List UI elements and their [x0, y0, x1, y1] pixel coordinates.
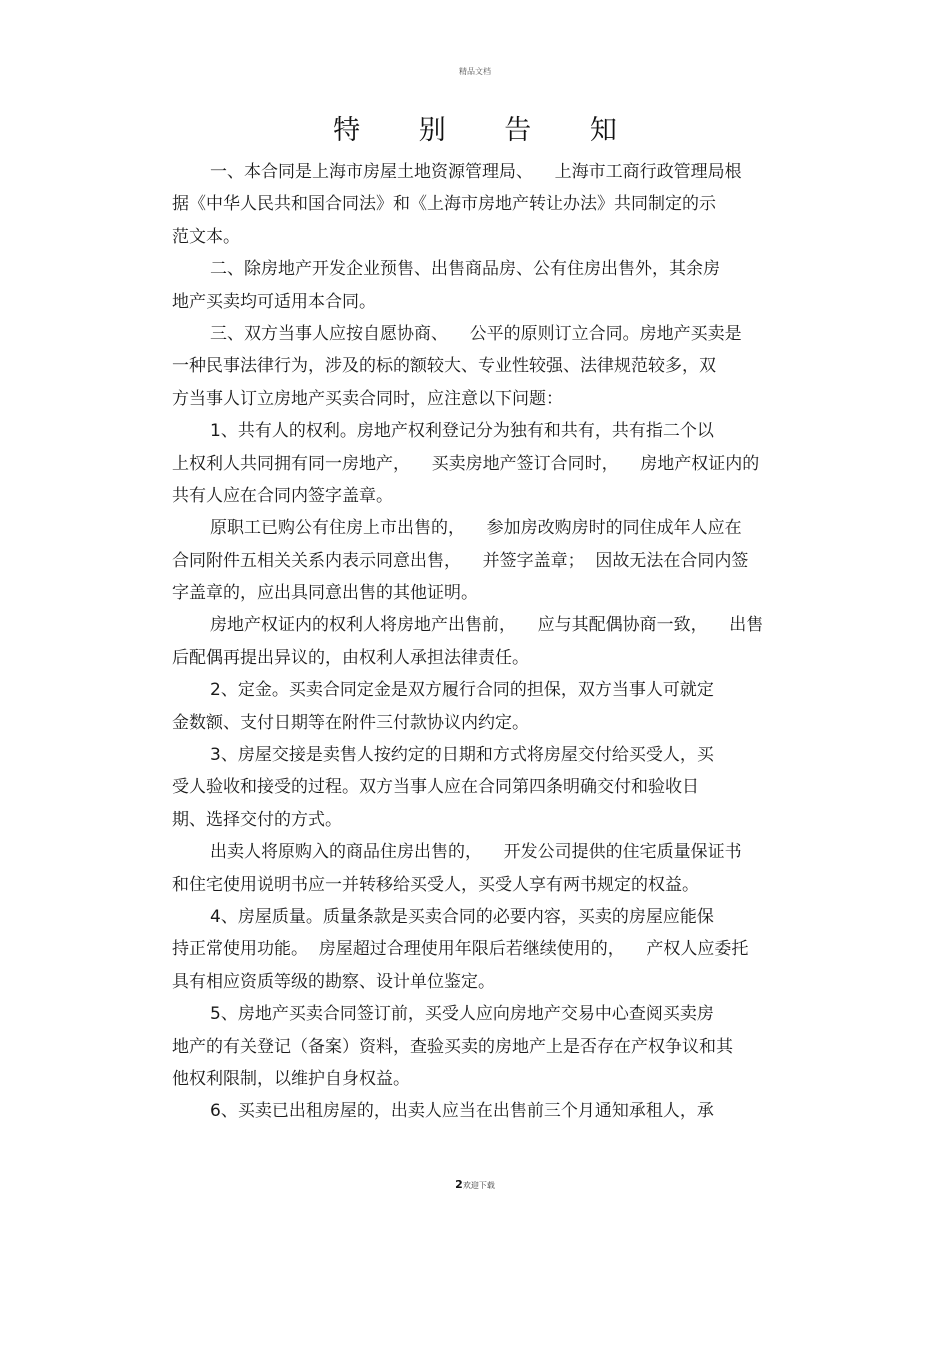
- text-line: 原职工已购公有住房上市出售的， 参加房改购房时的同住成年人应在: [210, 518, 742, 539]
- text-line: 4、房屋质量。质量条款是买卖合同的必要内容，买卖的房屋应能保: [210, 906, 714, 927]
- text-line: 1、共有人的权利。房地产权利登记分为独有和共有，共有指二个以: [210, 421, 714, 442]
- text-line: 和住宅使用说明书应一并转移给买受人，买受人享有两书规定的权益。: [172, 874, 699, 895]
- text-line: 5、房地产买卖合同签订前，买受人应向房地产交易中心查阅买卖房: [210, 1004, 714, 1025]
- text-line: 他权利限制，以维护自身权益。: [172, 1068, 410, 1089]
- text-line: 具有相应资质等级的勘察、设计单位鉴定。: [172, 971, 495, 992]
- footer-note: 欢迎下载: [462, 1181, 495, 1190]
- page-number: 2: [455, 1178, 463, 1191]
- header-note: 精品文档: [459, 67, 491, 76]
- text-line: 受人验收和接受的过程。双方当事人应在合同第四条明确交付和验收日: [172, 777, 699, 798]
- text-line: 范文本。: [172, 226, 240, 247]
- text-line: 地产买卖均可适用本合同。: [172, 291, 376, 312]
- text-line: 金数额、支付日期等在附件三付款协议内约定。: [172, 712, 529, 733]
- text-line: 三、双方当事人应按自愿协商、 公平的原则订立合同。房地产买卖是: [210, 323, 742, 344]
- text-line: 据《中华人民共和国合同法》和《上海市房地产转让办法》共同制定的示: [172, 194, 716, 215]
- text-line: 字盖章的，应出具同意出售的其他证明。: [172, 583, 478, 604]
- page-title: 特 别 告 知: [333, 115, 642, 146]
- text-line: 期、选择交付的方式。: [172, 809, 342, 830]
- text-line: 一、本合同是上海市房屋土地资源管理局、 上海市工商行政管理局根: [210, 162, 742, 182]
- text-line: 持正常使用功能。 房屋超过合理使用年限后若继续使用的， 产权人应委托: [172, 939, 749, 960]
- text-line: 6、买卖已出租房屋的，出卖人应当在出售前三个月通知承租人，承: [210, 1101, 714, 1122]
- notice-body: [172, 156, 782, 1128]
- text-line: 共有人应在合同内签字盖章。: [172, 485, 393, 506]
- text-line: 方当事人订立房地产买卖合同时，应注意以下问题：: [172, 388, 563, 409]
- text-line: 后配偶再提出异议的，由权利人承担法律责任。: [172, 647, 529, 668]
- text-line: 二、除房地产开发企业预售、出售商品房、公有住房出售外，其余房: [210, 259, 720, 280]
- text-line: 出卖人将原购入的商品住房出售的， 开发公司提供的住宅质量保证书: [210, 842, 742, 863]
- text-line: 2、定金。买卖合同定金是双方履行合同的担保，双方当事人可就定: [210, 680, 714, 701]
- text-line: 一种民事法律行为，涉及的标的额较大、专业性较强、法律规范较多，双: [172, 356, 716, 377]
- text-line: 地产的有关登记（备案）资料，查验买卖的房地产上是否存在产权争议和其: [172, 1036, 733, 1057]
- text-line: 3、房屋交接是卖售人按约定的日期和方式将房屋交付给买受人，买: [210, 745, 714, 766]
- page-footer: [0, 1178, 950, 1191]
- text-line: 合同附件五相关关系内表示同意出售， 并签字盖章； 因故无法在合同内签: [172, 550, 749, 571]
- text-line: 上权利人共同拥有同一房地产， 买卖房地产签订合同时， 房地产权证内的: [172, 453, 760, 474]
- text-line: 房地产权证内的权利人将房地产出售前， 应与其配偶协商一致， 出售: [210, 615, 764, 636]
